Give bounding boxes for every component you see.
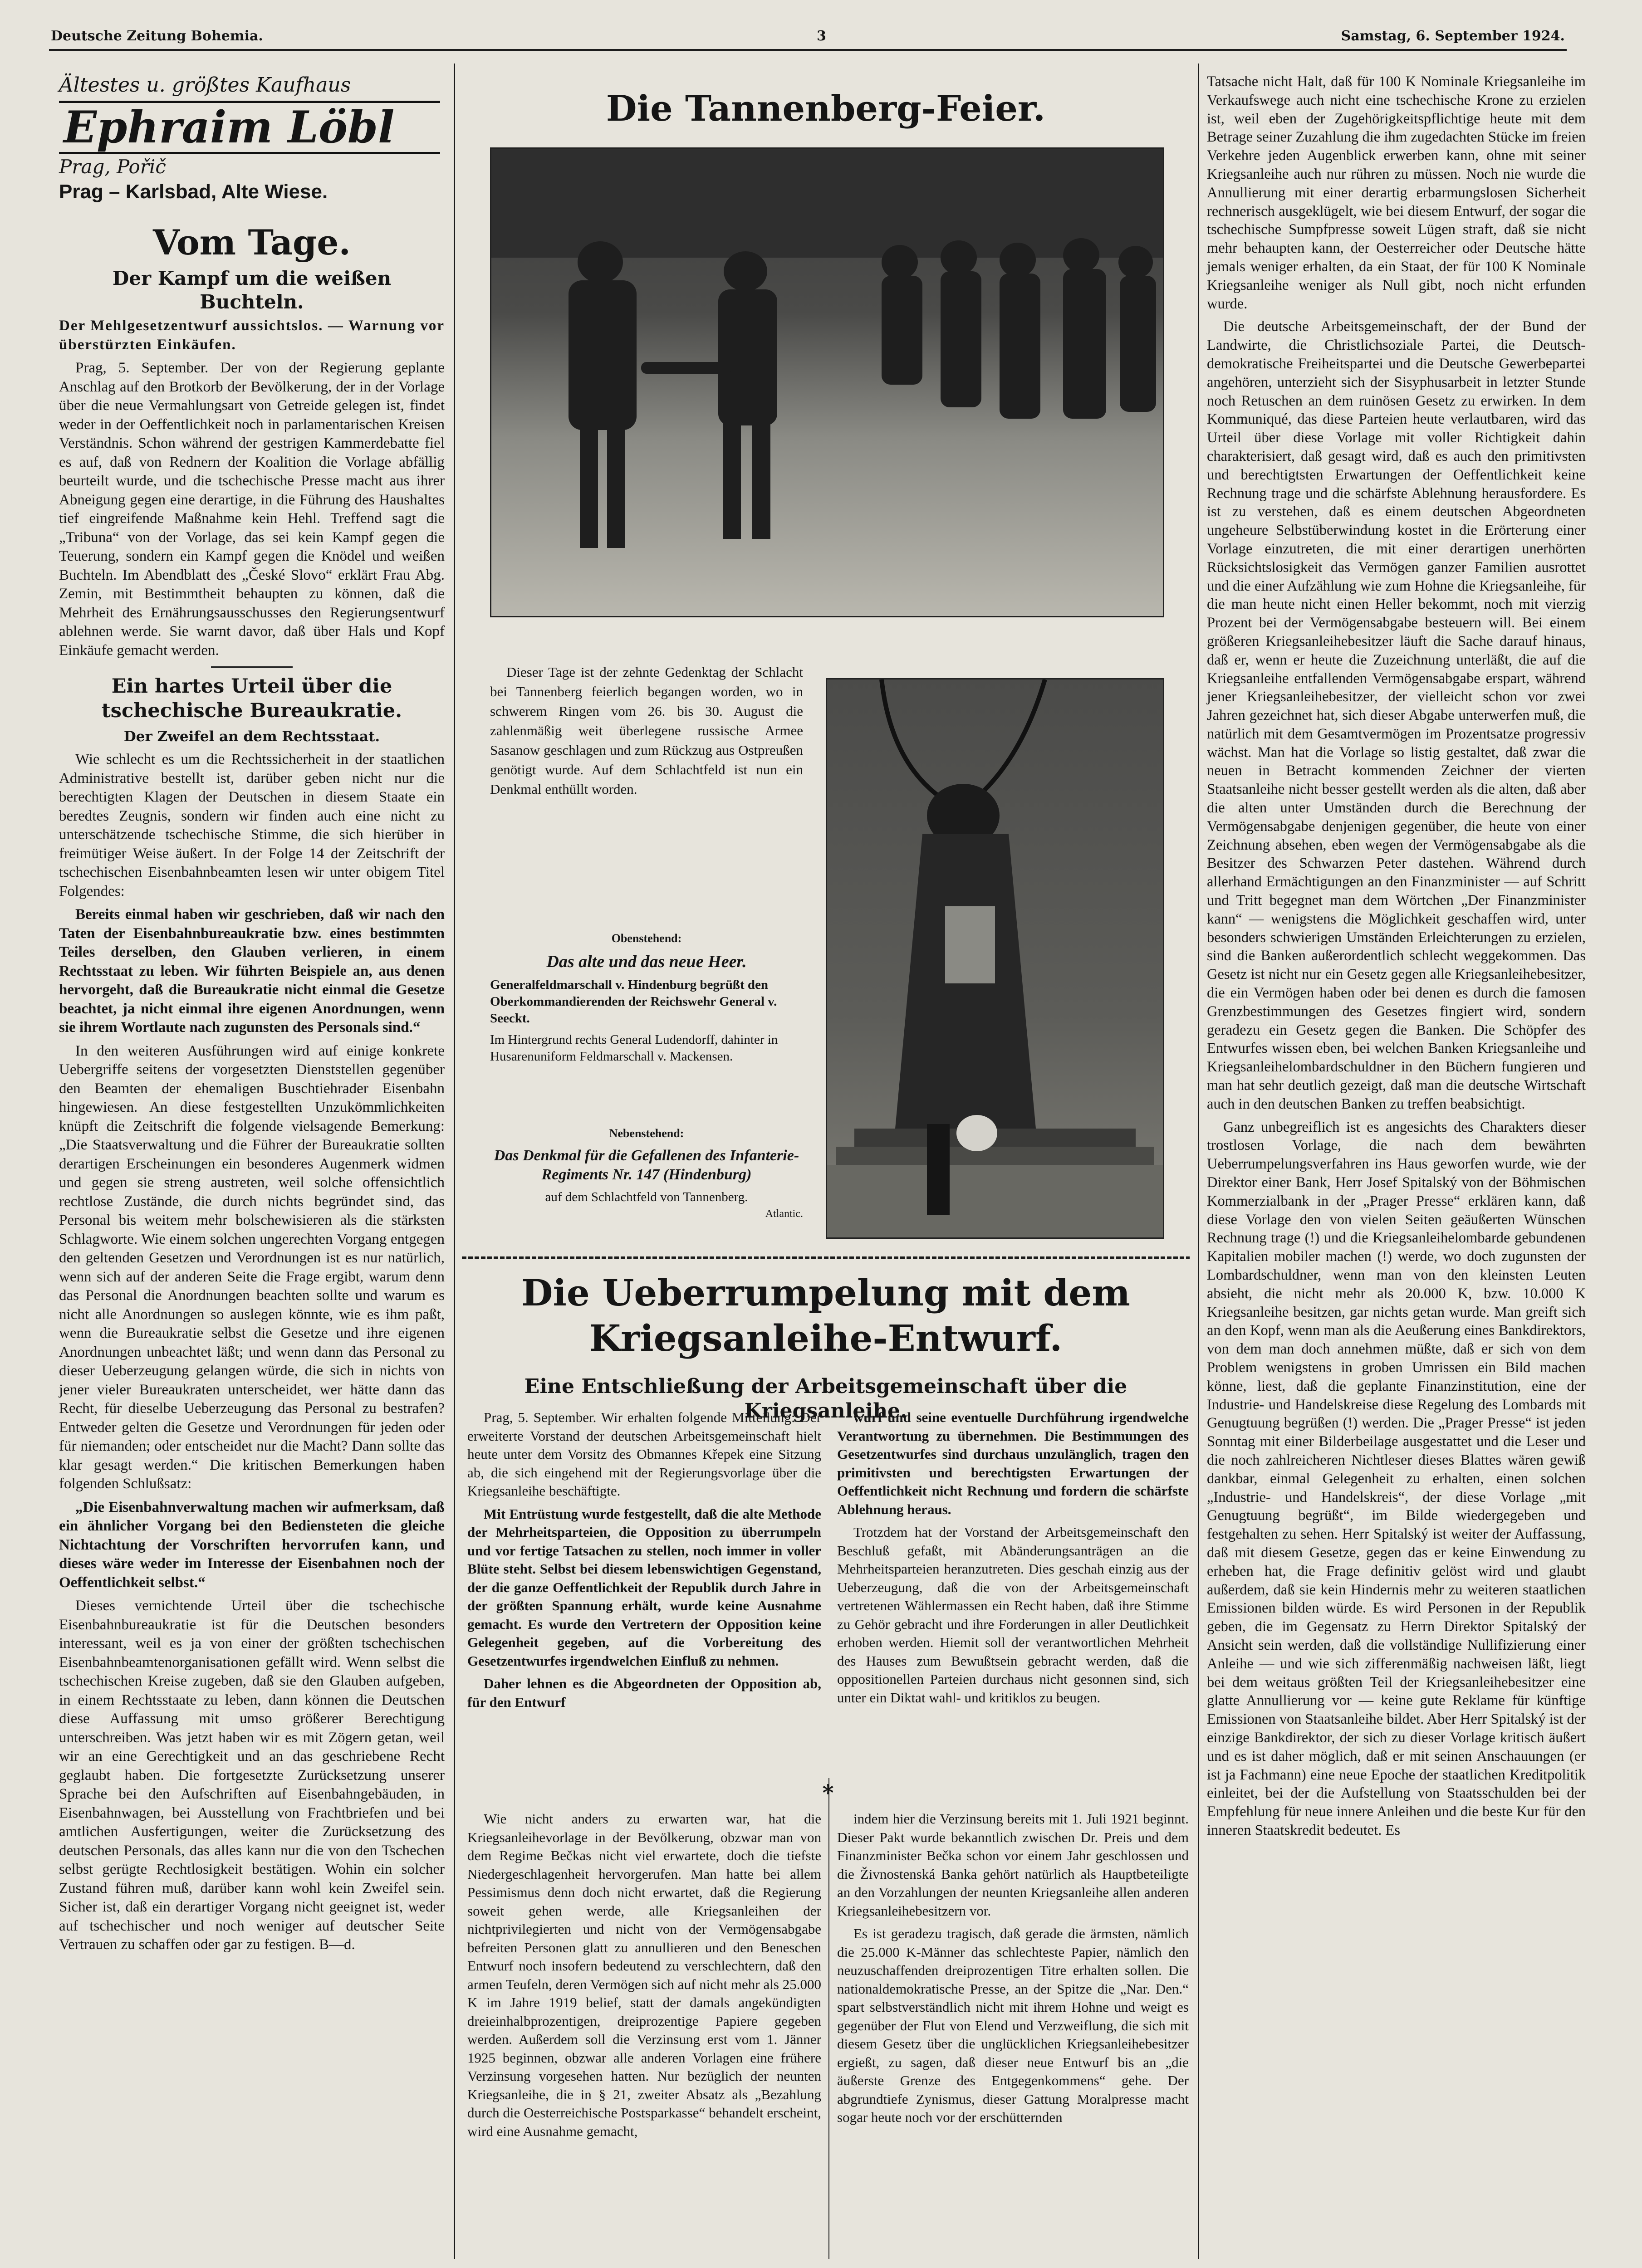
paragraph: Wie schlecht es um die Rechtssicherheit in der staatlichen Administrative bestellt ist, darüber geben nicht nur die berechtigten Klagen der Deutschen in diesem Staate ein beredtes Zeugnis, sondern wir finden auch eine nicht zu unterschätzende tschechische Stimme, die sich hierüber in freimütiger Weise äußert. In der Folge 14 der Zeitschrift der tschechischen Eisenbahnbeamten lesen wir unter obigem Titel Folgendes: [59,751,445,899]
paragraph: Wie nicht anders zu erwarten war, hat die Kriegsanleihevorlage in der Bevölkerung, obzwar man von dem Regime Bečkas nicht viel erwartete, doch die tiefste Niedergeschlagenheit hervorgerufen. Man hatte bei allem Pessimismus denn doch nicht erwartet, daß die Regierung soweit gehen werde, alle Kriegsanleihen der nichtprivilegierten und nicht von der Vermögensabgabe befreiten Personen glatt zu annullieren und den Beneschen Entwurf noch insofern bedeutend zu verschlechtern, daß den armen Teufeln, deren Vermögen sich auf nicht mehr als 25.000 K im Jahre 1919 belief, statt der damals angekündigten dreieinhalbprozentigen, dreiprozentige Papiere gegeben werden. Außerdem soll die Verzinsung erst vom 1. Jänner 1925 beginnen, obzwar alle anderen Vorlagen eine frühere Verzinsung vorgesehen hatten. Nur bezüglich der neunten Kriegsanleihe, die in § 21, zweiter Absatz als „Bezahlung durch die Oesterreichische Postsparkasse“ behandelt erscheint, wird eine Ausnahme gemacht, [467,1811,821,2139]
paragraph: Dieser Tage ist der zehnte Gedenktag der Schlacht bei Tannenberg feierlich begangen worden, wo in schwerem Ringen vom 26. bis 30. August die zahlenmäßig weit überlegene russische Armee Sasanow geschlagen und zum Rückzug aus Ostpreußen genötigt wurde. Auf dem Schlachtfeld ist nun ein Denkmal enthüllt worden. [490,664,803,797]
header-left: Deutsche Zeitung Bohemia. [51,28,263,44]
caption-top [490,930,803,1065]
ad-line-2: Prag, Pořič [59,156,166,178]
article-headline: Die Ueberrumpelung mit dem Kriegsanleihe-Entwurf. [521,1271,1130,1359]
advertisement [59,73,440,209]
caption-top-text-2: Im Hintergrund rechts General Ludendorff, dahinter in Husarenuniform Feldmarschall v. Mackensen. [490,1032,778,1064]
separator [211,666,293,668]
paragraph: Mit Entrüstung wurde festgestellt, daß die alte Methode der Mehrheitsparteien, die Opposition zu überrumpeln und vor fertige Tatsachen zu stellen, noch immer in voller Blüte steht. Selbst bei diesem lebenswichtigen Gegenstand, der die ganze Oeffentlichkeit der Republik durch Jahre in der größten Spannung erhält, wurde keine Ausnahme gemacht. Es wurde den Vertretern der Opposition keine Gelegenheit gegeben, auf die Vorbereitung des Gesetzentwurfes irgendwelchen Einfluß zu nehmen. [467,1505,821,1669]
paragraph: In den weiteren Ausführungen wird auf einige konkrete Uebergriffe seitens der vorgesetzten Dienststellen gegenüber den Beamten der ehemaligen Buschtiehrader Eisenbahn hingewiesen. An diese festgestellten Unzukömmlichkeiten knüpft die Zeitschrift die folgende vielsagende Bemerkung: „Die Staatsverwaltung und die Führer der Bureaukratie sollten derartigen Erscheinungen ein besonderes Augenmerk widmen und gegen sie streng austreten, weil solche offensichtlich rechtlose Zustände, die durch nichts begründet sind, das Personal bis weitem mehr bolschewisieren als die stärksten Schlagworte. Wie einem solchen ungerechten Vorgang entgegen den geltenden Gesetzen und Verordnungen ist es nur natürlich, wenn sich auf der anderen Seite die Frage ergibt, warum denn das Personal die Anordnungen beachten sollte und warum es nicht alle Anordnungen so auslegen könnte, wie es ihm paßt, wenn die Bureaukratie selbst die Gesetze und ihre eigenen Anordnungen unbeachtet läßt; und wenn dann das Personal zu dieser Ueberzeugung gelangen würde, die sich in nichts von jener vieler Bureaukraten unterscheidet, wer hätte dann das Recht, für dieselbe Ueberzeugung das Personal zu bestrafen? Entweder gelten die Gesetze und Verordnungen für jeden oder für niemanden; oder entscheidet nur die Macht? Dann sollte das klar gesagt werden.“ Die kritischen Bemerkungen haben folgenden Schlußsatz: [59,1042,445,1492]
headline-bureaukratie: Ein hartes Urteil über die tschechische Bureaukratie. [101,675,402,722]
paragraph: indem hier die Verzinsung bereits mit 1. Juli 1921 beginnt. Dieser Pakt wurde bekanntlich zwischen Dr. Preis und dem Finanzminister Bečka schon vor einem Jahr geschlossen und die Živnostenská Banka gehört natürlich als Hauptbeteiligte an den Vorzahlungen der neunten Kriegsanleihe allen anderen Kriegsanleihebesitzern vor. [837,1811,1189,1919]
photo-figures [491,149,1163,616]
paragraph: Bereits einmal haben wir geschrieben, daß wir nach den Taten der Eisenbahnbureaukratie bzw. eines bestimmten Teiles derselben, den Glauben verlieren, in einem Rechtsstaat zu leben. Wir führten Beispiele an, aus denen hervorgeht, daß die Bureaukratie nicht einmal die Gesetze beachtet, ja nicht einmal ihre eigenen Anordnungen, wenn sie ihrem Wortlaute nach zugunsten des Personals sind.“ [59,906,445,1036]
paragraph: Dieses vernichtende Urteil über die tschechische Eisenbahnbureaukratie ist für die Deutschen besonders interessant, weil es ja von einer der größten tschechischen Eisenbahnbeamtenorganisationen gefällt wird. Wenn selbst die tschechischen Kreise zugeben, daß sie den Glauben aufgeben, in einem Rechtsstaate zu leben, dann können die Deutschen diese Auffassung mit umso größerer Berechtigung unterschreiben. Was jetzt haben wir es mit Zögern getan, weil wir an eine Gerechtigkeit und an das geschriebene Recht geglaubt haben. Die fortgesetzte Zurücksetzung unserer Sprache bei den Aufschriften auf Eisenbahngebäuden, in Eisenbahnwagen, bei Ausstellung von Frachtbriefen und bei amtlichen Ausfertigungen, weiter die Zurücksetzung des deutschen Personals, das alles kann nur die von den Tschechen selbst gerügte Rechtlosigkeit bestätigen. Wohin ein solcher Zustand führen muß, darüber kann wohl kein Zweifel sein. Sicher ist, daß ein derartiger Vorgang nicht geeignet ist, weder auf tschechischer und noch weniger auf deutscher Seite Vertrauen zu schaffen oder gar zu festigen. B—d. [59,1598,445,1953]
photo-hindenburg-seeckt [490,147,1164,617]
caption-bottom-title: Das Denkmal für die Gefallenen des Infanterie-Regiments Nr. 147 (Hindenburg) [494,1147,799,1183]
headline-buchteln: Der Kampf um die weißen Buchteln. [112,267,392,313]
paragraph: Daher lehnen es die Abgeordneten der Opposition ab, für den Entwurf [467,1676,821,1710]
paragraph: wurf und seine eventuelle Durchführung irgendwelche Verantwortung zu übernehmen. Die Bestimmungen des Gesetzentwurfes sind durchaus unzulänglich, tragen den primitivsten und berechtigsten Erwartungen der Oeffentlichkeit nicht Rechnung und fordern die schärfste Ablehnung heraus. [837,1409,1189,1517]
article-bureaukratie [59,750,445,1955]
photo-memorial [826,678,1164,1239]
paragraph: Prag, 5. September. Wir erhalten folgende Mitteilung: Der erweiterte Vorstand der deutschen Arbeitsgemeinschaft hielt heute unter dem Vorsitz des Obmannes Křepek eine Sitzung ab, die sich eingehend mit der Regierungsvorlage über die Kriegsanleihe beschäftigte. [467,1409,821,1499]
article-subheadline: Eine Entschließung der Arbeitsgemeinschaft über die Kriegsanleihe. [524,1375,1127,1422]
paragraph: Es ist geradezu tragisch, daß gerade die ärmsten, nämlich die 25.000 K-Männer das schlechteste Papier, nämlich den neuzuschaffenden dreiprozentigen Titre erhalten sollen. Die nationaldemokratische Presse, an der Spitze die „Nar. Den.“ spart selbstverständlich nicht mit ihrem Hohne und weigt es gegenüber der Flut von Elend und Verzweiflung, die sich mit diesem Gesetz über die unglücklichen Kriegsanleihebesitzer ergießt, zu sagen, daß dieser neue Entwurf bis an „die äußerste Grenze des Entgegenkommens“ gehe. Der abgrundtiefe Zynismus, dieser Gattung Moralpresse macht sogar heute noch vor der erschütternden [837,1926,1189,2125]
photo-memorial-shapes [827,679,1163,1237]
feature-intro [490,662,803,803]
decorative-rule [462,1256,1190,1259]
article-column-b [837,1408,1189,1711]
column-divider-right [1198,64,1199,2259]
article-column-c [467,1810,821,2145]
caption-bottom-label: Nebenstehend: [609,1127,684,1140]
ad-name: Ephraim Löbl [64,102,395,153]
paragraph: „Die Eisenbahnverwaltung machen wir aufmerksam, daß ein ähnlicher Vorgang bei den Bediensteten die gleiche Nichtachtung der Vorschriften hervorrufen kann, und dieses wäre weder im Interesse der Eisenbahnen noch der Oeffentlichkeit selbst.“ [59,1499,445,1591]
article-buchteln [59,359,445,660]
section-title: Vom Tage. [152,222,351,263]
article-column-d [837,1810,1189,2131]
lead-bureaukratie: Der Zweifel an dem Rechtsstaat. [123,728,380,745]
header-date: Samstag, 6. September 1924. [1341,28,1565,44]
paragraph: Die deutsche Arbeitsgemeinschaft, der der Bund der Landwirte, die Christlichsoziale Partei, die Deutsch-demokratische Freiheitspartei und die Deutsche Gewerbepartei angehören, unterzieht sich der Sisyphusarbeit in letzter Stunde noch Retuschen an dem ruinösen Gesetz zu erwirken. In dem Kommuniqué, das diese Parteien heute verlautbaren, wird das Urteil über diese Vorlage mit voller Richtigkeit dahin charakterisiert, daß gesagt wird, daß es auch den primitivsten und berechtigtsten Erwartungen der Oeffentlichkeit keine Rechnung trage und die schärfste Ablehnung herausfordere. Es ist zu verstehen, daß es einem deutschen Abgeordneten ungeheure Selbstüberwindung kostet in die Erörterung einer Vorlage einzutreten, die mit einer derartigen unerhörten Rücksichtslosigkeit das Vermögen ganzer Familien ausrottet und die einer Aufzählung wie zum Hohne die Kriegsanleihe, für die man heute nicht einen Heller bekommt, noch mit vierzig Prozent bei der Vermögensabgabe besteuern will. Bei einem größeren Kriegsanleihebesitzer läuft die Sache darauf hinaus, daß er, wenn er heute die Zuzeichnung unterläßt, die auf die Kriegsanleihe entfallenden Vermögensabgabe erspart, während jener Kriegsanleihebesitzer, der vielleicht schon vor zwei Jahren gezeichnet hat, sich dieser Abgabe unterwerfen muß, die natürlich mit dem Gesamtvermögen im Prozentsatze progressiv wächst. Man hat die Vorlage so listig gestaltet, daß zwar die neuen in Betracht kommenden Zeichner der vierten Staatsanleihe nicht besser gestellt werden als die alten, daß aber die alten unter Umständen durch die Berechnung der Vermögensabgabe denjenigen gegenüber, die heute von einer Zeichnung absehen, eben wegen der Vermögensabgabe als die Besitzer des Schwarzen Peter dastehen. Während durch allerhand Ermächtigungen an den Finanzminister — auf Schritt und Tritt begegnet man dem Wörtchen „Der Finanzminister kann“ — wenigstens die Möglichkeit geschaffen wird, unter besonders schwierigen Umständen Erleichterungen zu erzielen, sind die Banken außerordentlich schlecht weggekommen. Das Gesetz ist nicht nur ein Gesetz gegen alle Kriegsanleihebesitzer, die ein Vermögen haben oder bei denen es durch die famosen Grenzbestimmungen des Gesetzes fingiert wird, sondern geradezu ein Gesetz gegen die Banken. Die Schöpfer des Entwurfes wissen eben, bei welchen Banken Kriegsanleihe und Kriegsanleihelombardschuldner in den Büchern fungieren und man hat sehr deutlich gezeigt, daß man die deutsche Wirtschaft auch in den deutschen Banken zu treffen beabsichtigt. [1207,318,1586,1112]
photo-credit: Atlantic. [765,1208,803,1220]
section-asterisk: * [822,1780,834,1806]
ad-line-3: Prag – Karlsbad, Alte Wiese. [59,181,328,203]
column-divider-left [454,64,455,2259]
caption-bottom-text: auf dem Schlachtfeld von Tannenberg. [545,1190,748,1204]
column-4 [1207,73,1586,1844]
paragraph: Ganz unbegreiflich ist es angesichts des Charakters dieser trostlosen Vorlage, die nach dem bewährten Ueberrumpelungsverfahren ins Haus geworfen wurde, wie der Direktor einer Bank, Herr Josef Spitalský von der Böhmischen Kommerzialbank in der „Prager Presse“ erklären kann, daß diese Vorlage den von vielen Seiten geäußerten Wünschen Rechnung trage (!) und die Kriegsanleihelombarde gebundenen Kapitalien mobiler machen (!) werde, wo doch zugunsten der Lombardschuldner, wenn man von den kleinsten Leuten absieht, die nicht mehr als 20.000 K, bzw. 10.000 K Kriegsanleihe besitzen, gar nichts getan wurde. Man greift sich an den Kopf, wenn man als die Aeußerung eines Bankdirektors, von dem man doch annehmen müßte, daß er sich von dem Problem wenigstens in groben Umrissen ein Bild machen könne, liest, daß die geplante Finanzinstitution, eine der Industrie- und Handelskreise diese Regelung des Lombards mit Genugtuung begrüßen (!) werden. Die „Prager Presse“ ist jeden Sonntag mit einer Bilderbeilage ausgestattet und die Leser und die noch zahlreicheren Nichtleser dieses Blattes wären gewiß dankbar, einmal Gelegenheit zu erhalten, einen solchen „Industrie- und Handelskreis“, der diese Vorlage „mit Genugtuung begrüßt“, im Bilde wiedergegeben und festgehalten zu sehen. Herr Spitalský ist weiter der Auffassung, daß mit diesem Gesetze, gegen das er keine Einwendung zu erheben hat, die Frage definitiv gelöst wird und glaubt außerdem, daß sie kein Hindernis mehr zu weiteren staatlichen Emissionen bilden würde. Es wird Personen in der Republik geben, die im Gegensatz zu Herrn Direktor Spitalský der Ansicht sein werden, daß die vollständige Nullifizierung einer Anleihe — und wie sich zifferenmäßig nachweisen läßt, liegt bei dem weitaus größten Teil der Kriegsanleihebesitzer eine glatte Annullierung vor — keine gute Reklame für künftige Emissionen von Staatsanleihe bildet. Aber Herr Spitalský ist der einzige Bankdirektor, der sich zu dieser Vorlage kritisch äußert und es ist daher möglich, daß er mit seinen Anschauungen (er ist ja Fachmann) eine neue Epoche der staatlichen Kreditpolitik einleitet, bei der die Aufstellung von Staatsschulden bei der Empfehlung für neue innere Anleihen und die beste Kur für den inneren Staatskredit bedeutet. Es [1207,1119,1586,1838]
caption-top-label: Obenstehend: [611,932,682,945]
ad-line-1: Ältestes u. größtes Kaufhaus [59,73,351,97]
paragraph: Trotzdem hat der Vorstand der Arbeitsgemeinschaft den Beschluß gefaßt, mit Abänderungsanträgen an die Mehrheitsparteien heranzutreten. Dies geschah einzig aus der Ueberzeugung, daß die von der Arbeitsgemeinschaft vertretenen Wählermassen ein Recht haben, daß ihre Stimme zu Gehör gebracht und ihre Forderungen in aller Deutlichkeit erhoben werden. Hiemit soll der verantwortlichen Mehrheit des Hauses zum Bewußtsein gebracht werden, daß die oppositionellen Parteien durchaus nicht gesonnen sind, sich unter ein Diktat wahl- und kritiklos zu beugen. [837,1524,1189,1706]
article-column-a [467,1408,821,1716]
paragraph: Prag, 5. September. Der von der Regierung geplante Anschlag auf den Brotkorb der Bevölkerung, der in der Vorlage über die neue Vermahlungsart von Getreide gelegen ist, findet weder in der Oeffentlichkeit noch in parlamentarischen Kreisen Verständnis. Schon während der gestrigen Kammerdebatte fiel es auf, daß von Rednern der Koalition die Vorlage abfällig beurteilt wurde, und die tschechische Presse macht aus ihrer Abneigung gegen eine derartige, in die Führung des Haushaltes tief eingreifende Maßnahme kein Hehl. Treffend sagt die „Tribuna“ von der Vorlage, das sei kein Kampf gegen die Teuerung, sondern ein Kampf gegen die Knödel und weißen Buchteln. Im Abendblatt des „České Slovo“ erklärt Frau Abg. Zemin, mit Bestimmtheit behaupten zu können, daß die Mehrheit des Ernährungsausschusses den Regierungsentwurf ablehnen werde. Sie warnt davor, daß über Hals und Kopf Einkäufe gemacht werden. [59,360,445,659]
header-rule [49,49,1567,51]
paragraph: Tatsache nicht Halt, daß für 100 K Nominale Kriegsanleihe im Verkaufswege auch nicht eine tschechische Krone zu erzielen ist, weil eben der Zugehörigkeitspflichtige heute mit dem Betrage seiner Zuzahlung die ihm zugedachten Stücke im freien Verkehre jeden Augenblick erwerben kann, ohne mit seiner Kriegsanleihe auch nur rühren zu müssen. Noch nie wurde die Annullierung mit einer derartig erbarmungslosen Sicherheit rechnerisch ausgeklügelt, wie bei diesem Entwurf, der sogar die tschechische Sumpfpresse soweit Lügen straft, daß sie nicht mehr behaupten kann, der Oesterreicher oder Deutsche hätte jemals weniger erhalten, da ein Staat, der für 100 K Nominale Kriegsanleihe weniger als Null gibt, noch nicht erfunden wurde. [1207,73,1586,312]
page-number: 3 [817,28,826,44]
ad-logo [59,101,440,154]
column-1 [59,222,445,1959]
caption-top-title: Das alte und das neue Heer. [546,952,747,971]
caption-top-text-1: Generalfeldmarschall v. Hindenburg begrüßt den Oberkommandierenden der Reichswehr General v. Seeckt. [490,978,777,1026]
feature-title: Die Tannenberg-Feier. [606,88,1046,129]
caption-bottom [490,1125,803,1222]
column-divider-middle [828,1778,829,2259]
lead-buchteln: Der Mehlgesetzentwurf aussichtslos. — Warnung vor überstürzten Einkäufen. [59,318,445,353]
